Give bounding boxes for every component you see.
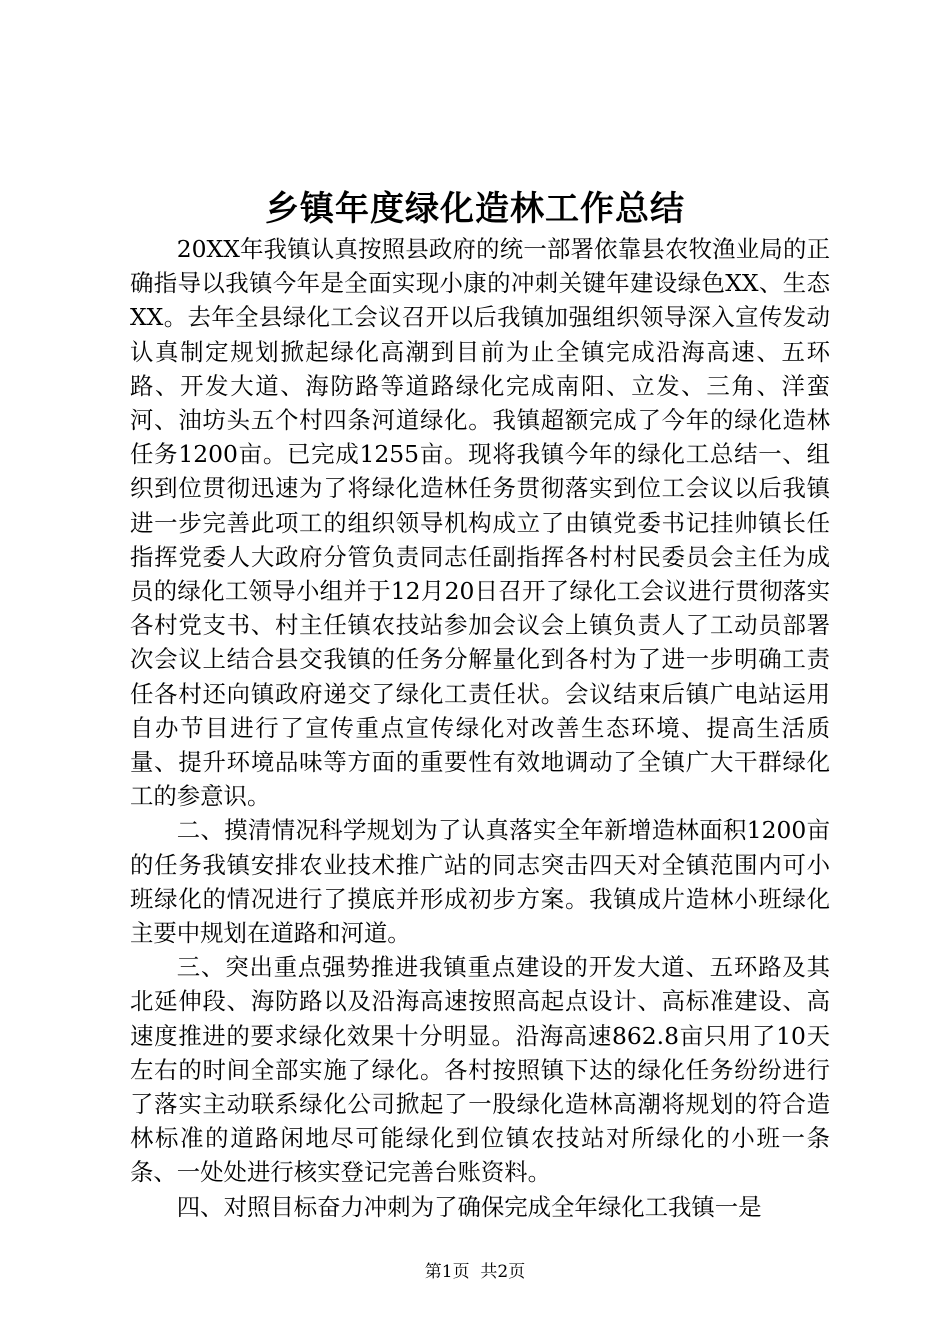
paragraph-4: 四、对照目标奋力冲刺为了确保完成全年绿化工我镇一是 <box>176 1192 762 1221</box>
paragraph-2: 二、摸清情况科学规划为了认真落实全年新增造林面积1200亩的任务我镇安排农业技术推广站的同志突击四天对全镇范围内可小班绿化的情况进行了摸底并形成初步方案。我镇成片造林小班绿化主要中规划在道路和河道。 <box>130 816 830 948</box>
page-footer <box>0 1261 950 1283</box>
page-number: 第1页 共2页 <box>424 1262 526 1282</box>
paragraph-3: 三、突出重点强势推进我镇重点建设的开发大道、五环路及其北延伸段、海防路以及沿海高速按照高起点设计、高标准建设、高速度推进的要求绿化效果十分明显。沿海高速862.8亩只用了10天左右的时间全部实施了绿化。各村按照镇下达的绿化任务纷纷进行了落实主动联系绿化公司掀起了一股绿化造林高潮将规划的符合造林标准的道路闲地尽可能绿化到位镇农技站对所绿化的小班一条条、一处处进行核实登记完善台账资料。 <box>130 953 830 1187</box>
document-title: 乡镇年度绿化造林工作总结 <box>265 189 685 229</box>
paragraph-1: 20XX年我镇认真按照县政府的统一部署依靠县农牧渔业局的正确指导以我镇今年是全面实现小康的冲刺关键年建设绿色XX、生态XX。去年全县绿化工会议召开以后我镇加强组织领导深入宣传发动认真制定规划掀起绿化高潮到目前为止全镇完成沿海高速、五环路、开发大道、海防路等道路绿化完成南阳、立发、三角、洋蛮河、油坊头五个村四条河道绿化。我镇超额完成了今年的绿化造林任务1200亩。已完成1255亩。现将我镇今年的绿化工总结一、组织到位贯彻迅速为了将绿化造林任务贯彻落实到位工会议以后我镇进一步完善此项工的组织领导机构成立了由镇党委书记挂帅镇长任指挥党委人大政府分管负责同志任副指挥各村村民委员会主任为成员的绿化工领导小组并于12月20日召开了绿化工会议进行贯彻落实各村党支书、村主任镇农技站参加会议会上镇负责人了工动员部署次会议上结合县交我镇的任务分解量化到各村为了进一步明确工责任各村还向镇政府递交了绿化工责任状。会议结束后镇广电站运用自办节目进行了宣传重点宣传绿化对改善生态环境、提高生活质量、提升环境品味等方面的重要性有效地调动了全镇广大干群绿化工的参意识。 <box>130 235 830 811</box>
document-body <box>130 232 830 1224</box>
